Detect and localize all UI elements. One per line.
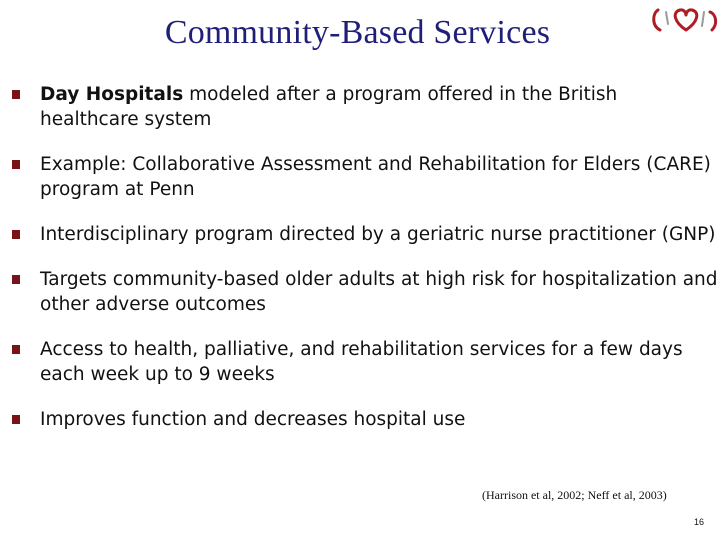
bullet-list (12, 82, 718, 452)
square-bullet-icon (12, 160, 20, 169)
bullet-item (12, 267, 718, 317)
bullet-bold-text: Day Hospitals (40, 84, 184, 105)
page-number: 16 (694, 517, 705, 527)
square-bullet-icon (12, 90, 20, 99)
bullet-item (12, 407, 718, 432)
square-bullet-icon (12, 230, 20, 239)
heart-stethoscope-logo-icon (650, 4, 720, 34)
slide-title: Community-Based Services (164, 14, 551, 51)
bullet-item (12, 222, 718, 247)
bullet-item (12, 82, 718, 132)
square-bullet-icon (12, 275, 20, 284)
bullet-text: Access to health, palliative, and rehabilitation services for a few days each week up to 9 weeks (40, 339, 683, 385)
bullet-text: Example: Collaborative Assessment and Rehabilitation for Elders (CARE) program at Penn (40, 154, 711, 200)
bullet-item (12, 152, 718, 202)
bullet-text: Interdisciplinary program directed by a geriatric nurse practitioner (GNP) (40, 224, 716, 245)
square-bullet-icon (12, 345, 20, 354)
bullet-text: Targets community-based older adults at high risk for hospitalization and other adverse outcomes (40, 269, 718, 315)
bullet-text: Improves function and decreases hospital use (40, 409, 466, 430)
bullet-text: modeled after a program offered in the British healthcare system (40, 84, 618, 130)
bullet-item (12, 337, 718, 387)
citation: (Harrison et al, 2002; Neff et al, 2003) (482, 488, 667, 502)
square-bullet-icon (12, 415, 20, 424)
